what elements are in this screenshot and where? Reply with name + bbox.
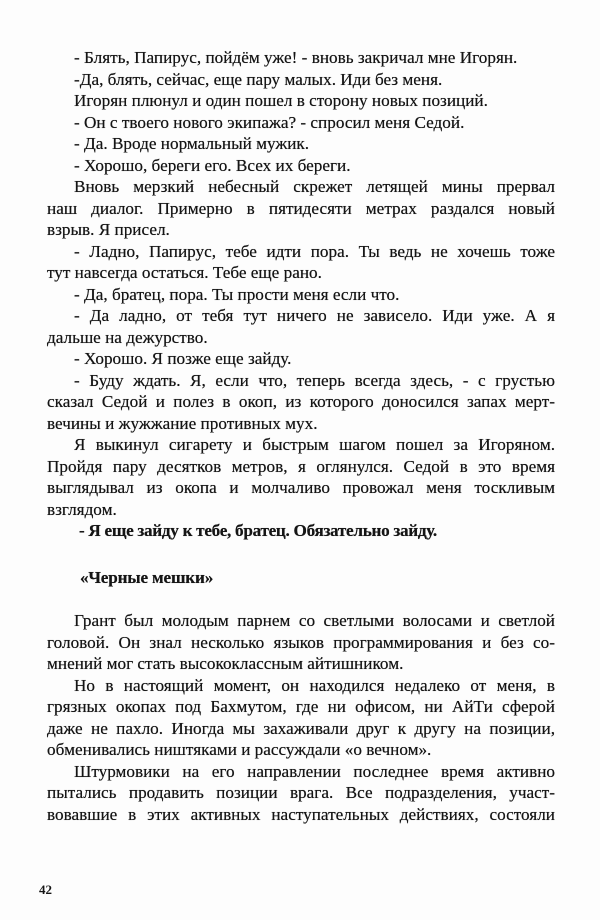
- text-line: Штурмовики на его направлении последнее время активно: [74, 761, 555, 781]
- text-line: грязных окопах под Бахмутом, где ни офисом, ни АйТи сферой: [47, 697, 555, 716]
- text-line: мнений мог стать высококлассным айтишником.: [47, 654, 404, 673]
- text-line: - Буду ждать. Я, если что, теперь всегда здесь, - с грустью: [74, 370, 555, 390]
- text-line: - Ладно, Папирус, тебе идти пора. Ты ведь не хочешь тоже: [74, 241, 555, 261]
- page-number: 42: [39, 882, 52, 897]
- paragraph: [47, 47, 555, 69]
- paragraph: [47, 434, 555, 520]
- paragraph: [47, 133, 555, 155]
- text-line: - Он с твоего нового экипажа? - спросил меня Седой.: [74, 112, 465, 132]
- text-line: тут навсегда остаться. Тебе еще рано.: [47, 263, 322, 282]
- paragraph: [47, 176, 555, 241]
- paragraph: [47, 520, 555, 542]
- text-before-heading: [47, 47, 555, 542]
- text-line: Я выкинул сигарету и быстрым шагом пошел за Игоряном.: [74, 435, 555, 454]
- paragraph: [47, 69, 555, 91]
- text-line: дальше на дежурство.: [47, 327, 208, 347]
- text-line: Грант был молодым парнем со светлыми волосами и светлой: [74, 611, 555, 630]
- text-line: Пройдя пару десятков метров, я оглянулся. Седой в это время: [47, 456, 555, 476]
- text-line: -Да, блять, сейчас, еще пару малых. Иди без меня.: [74, 69, 443, 89]
- text-line: - Блять, Папирус, пойдём уже! - вновь закричал мне Игорян.: [74, 48, 518, 67]
- text-line: взрыв. Я присел.: [47, 220, 170, 239]
- text-line: - Да, братец, пора. Ты прости меня если что.: [74, 284, 400, 304]
- paragraph: [47, 348, 555, 370]
- paragraph: [47, 90, 555, 112]
- text-line: - Да ладно, от тебя тут ничего не зависело. Иди уже. А я: [74, 306, 555, 325]
- paragraph: [47, 284, 555, 306]
- text-line: - Хорошо, береги его. Всех их береги.: [74, 155, 351, 175]
- text-line: даже не пахло. Иногда мы захаживали друг к другу на позиции,: [47, 718, 555, 738]
- text-line: взглядом.: [47, 499, 117, 519]
- text-line: головой. Он знал несколько языков программирования и без со-: [47, 632, 555, 652]
- text-line: вовавшие в этих активных наступательных действиях, состояли: [47, 804, 555, 824]
- paragraph: [47, 305, 555, 348]
- text-after-heading: [47, 610, 555, 825]
- text-line: - Хорошо. Я позже еще зайду.: [74, 349, 292, 368]
- paragraph: [47, 761, 555, 826]
- paragraph: [47, 155, 555, 177]
- text-line: обменивались ништяками и рассуждали «о вечном».: [47, 740, 432, 759]
- paragraph: [47, 370, 555, 435]
- text-line: пытались продавить позиции врага. Все подразделения, участ-: [47, 783, 555, 802]
- text-line: - Я еще зайду к тебе, братец. Обязательно зайду.: [79, 521, 437, 540]
- text-line: наш диалог. Примерно в пятидесяти метрах раздался новый: [47, 198, 555, 218]
- text-line: - Да. Вроде нормальный мужик.: [74, 134, 310, 153]
- text-line: выглядывал из окопа и молчаливо провожал меня тоскливым: [47, 478, 555, 497]
- text-line: Но в настоящий момент, он находился недалеко от меня, в: [74, 675, 555, 695]
- paragraph: [47, 675, 555, 761]
- paragraph: [47, 610, 555, 675]
- text-line: сказал Седой и полез в окоп, из которого доносился запах мерт-: [47, 392, 555, 411]
- text-line: вечины и жужжание противных мух.: [47, 413, 318, 433]
- text-line: Игорян плюнул и один пошел в сторону новых позиций.: [74, 91, 488, 110]
- page-body-text: [47, 47, 555, 825]
- text-line: Вновь мерзкий небесный скрежет летящей мины прервал: [74, 177, 555, 196]
- section-heading: «Черные мешки»: [80, 567, 214, 587]
- paragraph: [47, 241, 555, 284]
- paragraph: [47, 112, 555, 134]
